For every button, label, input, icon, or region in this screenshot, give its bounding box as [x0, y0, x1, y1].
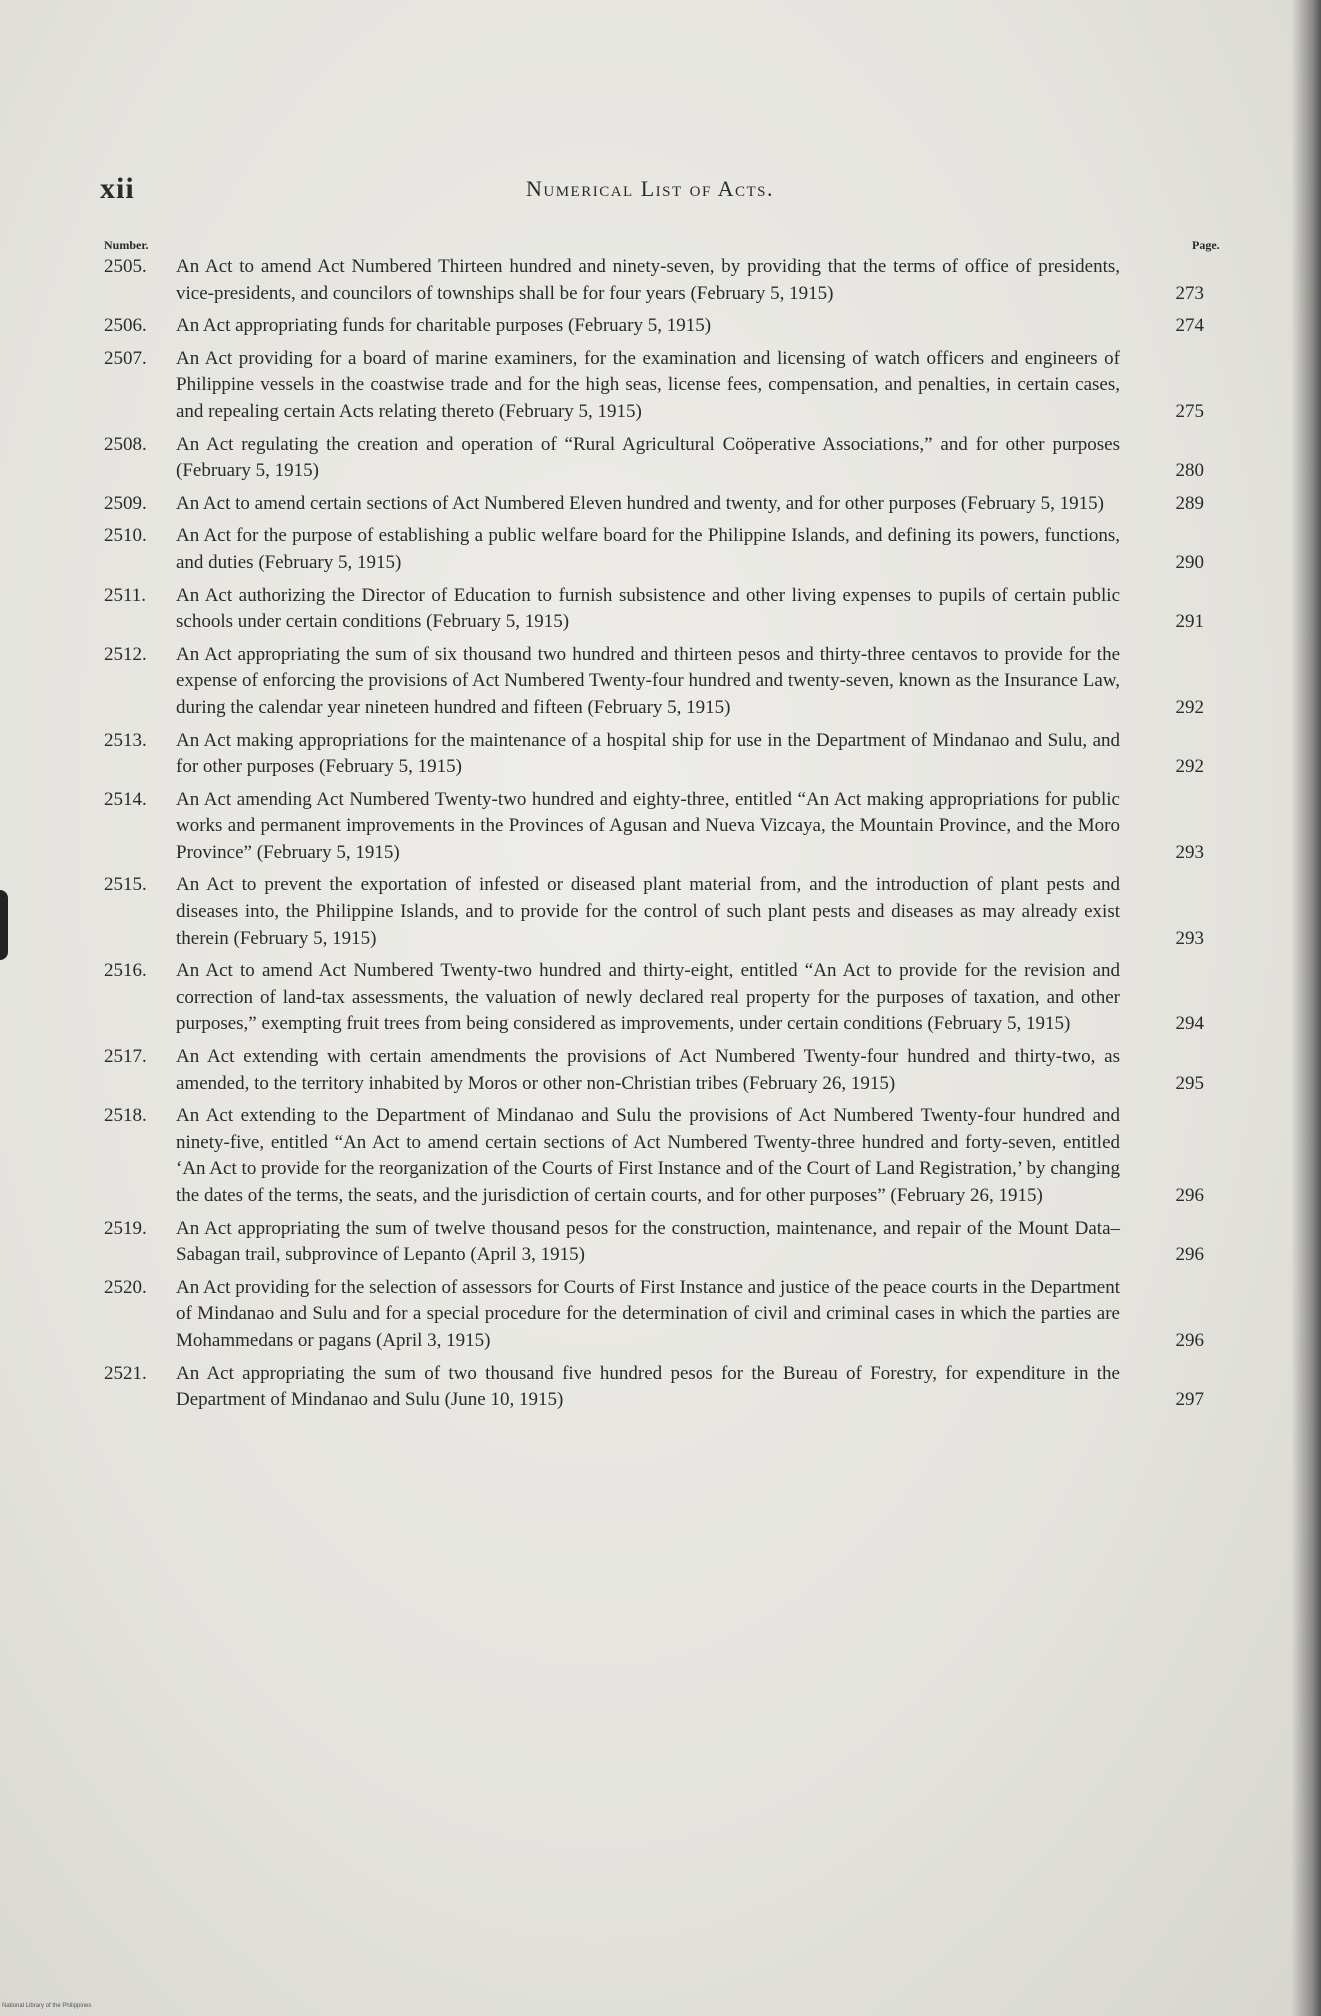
act-title: An Act appropriating the sum of six thousand two hundred and thirteen pesos and thirty-three centavos to provide for the expense of enforcing the provisions of Act Numbered Twenty-four hundred and twenty-seven, known as the Insurance Law, during the calendar year nineteen hundred and fifteen (February 5, 1915) [176, 643, 1120, 718]
act-number: 2506. [104, 315, 147, 337]
scan-footer: National Library of the Philippines [2, 2003, 92, 2009]
act-entry [104, 642, 1204, 722]
number-column-heading: Number. [104, 238, 149, 252]
act-number: 2515. [104, 874, 147, 896]
acts-list [104, 254, 1204, 1420]
act-page-number: 274 [1175, 315, 1204, 337]
act-entry [104, 787, 1204, 867]
act-title: An Act for the purpose of establishing a public welfare board for the Philippine Islands, and defining its powers, functions, and duties (February 5, 1915) [176, 525, 1120, 573]
act-page-number: 290 [1175, 551, 1204, 573]
act-entry [104, 958, 1204, 1038]
act-number: 2520. [104, 1276, 147, 1298]
page-edge-shadow [1291, 0, 1321, 2016]
act-entry [104, 432, 1204, 485]
act-entry [104, 313, 1204, 340]
act-page-number: 295 [1175, 1072, 1204, 1094]
act-entry [104, 254, 1204, 307]
act-page-number: 273 [1175, 282, 1204, 304]
act-title: An Act authorizing the Director of Education to furnish subsistence and other living expenses to pupils of certain public schools under certain conditions (February 5, 1915) [176, 584, 1120, 633]
act-number: 2509. [104, 492, 147, 514]
act-entry [104, 583, 1204, 636]
act-entry [104, 728, 1204, 781]
act-page-number: 297 [1175, 1389, 1204, 1411]
act-number: 2512. [104, 643, 147, 665]
act-page-number: 280 [1175, 460, 1204, 482]
act-entry [104, 1103, 1204, 1209]
act-number: 2518. [104, 1105, 147, 1127]
act-title: An Act to amend certain sections of Act Numbered Eleven hundred and twenty, and for other purposes (February 5, 1915) [176, 492, 1104, 514]
act-entry [104, 491, 1204, 518]
act-number: 2516. [104, 960, 147, 982]
act-page-number: 294 [1175, 1013, 1204, 1035]
act-number: 2517. [104, 1046, 147, 1068]
page-column-heading: Page. [1192, 238, 1220, 252]
act-title: An Act regulating the creation and operation of “Rural Agricultural Coöperative Associations,” and for other purposes (February 5, 1915) [176, 433, 1120, 482]
act-entry [104, 523, 1204, 576]
act-page-number: 289 [1175, 492, 1204, 514]
act-title: An Act extending to the Department of Mindanao and Sulu the provisions of Act Numbered Twenty-four hundred and ninety-five, entitled “An Act to amend certain sections of Act Numbered Twenty-three hundred and forty-seven, entitled ‘An Act to provide for the reorganization of the Courts of First Instance and of the Court of Land Registration,’ by changing the dates of the terms, the seats, and the jurisdiction of certain courts, and for other purposes” (February 26, 1915) [176, 1105, 1120, 1206]
act-title: An Act appropriating the sum of twelve thousand pesos for the construction, maintenance, and repair of the Mount Data–Sabagan trail, subprovince of Lepanto (April 3, 1915) [176, 1217, 1120, 1266]
act-number: 2510. [104, 525, 147, 547]
act-entry [104, 1275, 1204, 1355]
act-page-number: 292 [1175, 756, 1204, 778]
act-entry [104, 1044, 1204, 1097]
act-page-number: 293 [1175, 841, 1204, 863]
act-number: 2508. [104, 433, 147, 455]
act-title: An Act amending Act Numbered Twenty-two hundred and eighty-three, entitled “An Act making appropriations for public works and permanent improvements in the Provinces of Agusan and Nueva Vizcaya, the Mountain Province, and the Moro Province” (February 5, 1915) [176, 788, 1120, 863]
act-title: An Act to prevent the exportation of infested or diseased plant material from, and the introduction of plant pests and diseases into, the Philippine Islands, and to provide for the control of such plant pests and diseases as may already exist therein (February 5, 1915) [176, 874, 1120, 949]
binding-mark [0, 890, 8, 960]
act-entry [104, 1361, 1204, 1414]
act-title: An Act to amend Act Numbered Twenty-two hundred and thirty-eight, entitled “An Act to provide for the revision and correction of land-tax assessments, the valuation of newly declared real property for the purposes of taxation, and other purposes,” exempting fruit trees from being considered as improvements, under certain conditions (February 5, 1915) [176, 960, 1120, 1035]
act-title: An Act appropriating the sum of two thousand five hundred pesos for the Bureau of Forestry, for expenditure in the Department of Mindanao and Sulu (June 10, 1915) [176, 1362, 1120, 1411]
act-page-number: 292 [1175, 696, 1204, 718]
act-title: An Act to amend Act Numbered Thirteen hundred and ninety-seven, by providing that the terms of office of presidents, vice-presidents, and councilors of townships shall be for four years (February 5, 1915) [176, 256, 1120, 304]
running-title: Numerical List of Acts. [525, 176, 775, 201]
act-number: 2505. [104, 256, 147, 277]
act-entry [104, 346, 1204, 426]
act-page-number: 293 [1175, 927, 1204, 949]
folio-number: xii [100, 172, 135, 205]
act-number: 2519. [104, 1217, 147, 1239]
act-title: An Act providing for a board of marine examiners, for the examination and licensing of watch officers and engineers of Philippine vessels in the coastwise trade and for the high seas, license fees, compensation, and penalties, in certain cases, and repealing certain Acts relating thereto (February 5, 1915) [176, 347, 1120, 422]
act-number: 2513. [104, 729, 147, 751]
act-number: 2507. [104, 347, 147, 369]
page-header [100, 172, 1200, 212]
act-title: An Act appropriating funds for charitable purposes (February 5, 1915) [176, 315, 712, 337]
act-number: 2511. [104, 584, 147, 606]
act-entry [104, 1216, 1204, 1269]
act-page-number: 296 [1175, 1185, 1204, 1206]
act-page-number: 296 [1175, 1244, 1204, 1266]
act-title: An Act extending with certain amendments the provisions of Act Numbered Twenty-four hundred and thirty-two, as amended, to the territory inhabited by Moros or other non-Christian tribes (February 26, 1915) [176, 1046, 1120, 1094]
act-title: An Act making appropriations for the maintenance of a hospital ship for use in the Department of Mindanao and Sulu, and for other purposes (February 5, 1915) [176, 729, 1120, 778]
act-number: 2521. [104, 1362, 147, 1384]
act-title: An Act providing for the selection of assessors for Courts of First Instance and justice of the peace courts in the Department of Mindanao and Sulu and for a special procedure for the determination of civil and criminal cases in which the parties are Mohammedans or pagans (April 3, 1915) [176, 1276, 1120, 1351]
act-entry [104, 872, 1204, 952]
act-page-number: 275 [1175, 400, 1204, 422]
act-number: 2514. [104, 788, 147, 810]
act-page-number: 291 [1175, 611, 1204, 633]
act-page-number: 296 [1175, 1329, 1204, 1351]
